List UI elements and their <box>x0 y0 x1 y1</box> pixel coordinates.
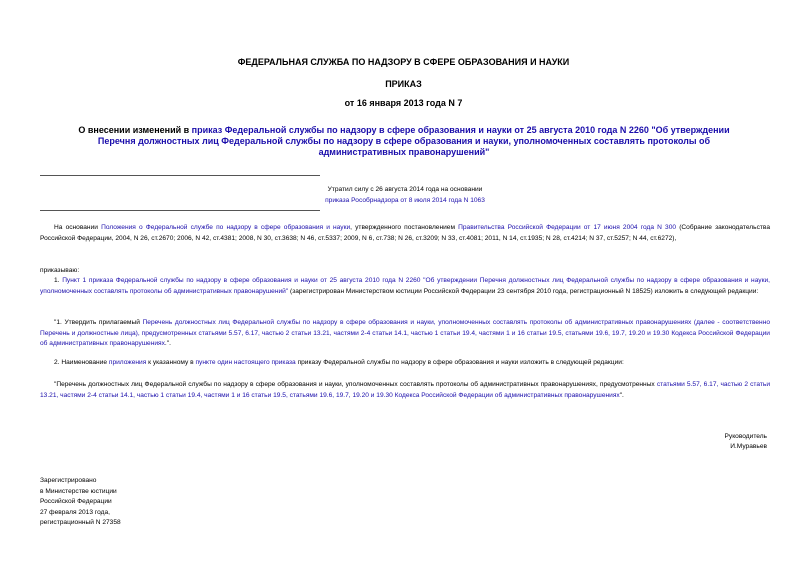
doc-type-heading: ПРИКАЗ <box>385 79 422 89</box>
p1-link-regulation[interactable]: Положения о Федеральной службе по надзору в сфере образования и науки <box>101 224 351 231</box>
paragraph-item-1 <box>40 276 770 297</box>
p5-text-c: приказу Федеральной службы по надзору в сфере образования и науки изложить в следующей редакции: <box>295 359 624 366</box>
p4-text-a: "1. Утвердить прилагаемый <box>54 319 143 326</box>
registration-line-1: Зарегистрировано <box>40 477 97 484</box>
divider-bottom <box>40 210 320 211</box>
p1-text-c: (Собрание законодательства Российской Федерации, 2004, N 26, ст.2670; 2006, N 42, ст.4381; 2008, N 30, ст.3638; N 46, ст.5337; 2009, N 6, ст.738; N 26, ст.3209; N 33, ст.4081; 2011, N 14, ст.1935; N 28, ст.4214; N 37, ст.5257; N 44, ст.6272), <box>40 224 771 242</box>
registration-line-2: в Министерстве юстиции <box>40 487 117 495</box>
paragraph-item-2 <box>40 358 770 369</box>
p1-link-resolution[interactable]: Правительства Российской Федерации от 17 июня 2004 года N 300 <box>458 224 677 231</box>
p6-link-articles[interactable]: статьями 5.57, 6.17, частью 2 статьи 13.21, частями 2-4 статьи 14.1, частью 1 статьи 19.4, частями 1 и 16 статьи 19.5, статьями 19.6, 19.7, 19.20 и 19.30 Кодекса Российской Федерации об административных правонарушениях <box>40 381 770 399</box>
p3-text-b: (зарегистрирован Министерством юстиции Российской Федерации 23 сентября 2010 года, регистрационный N 18525) изложить в следующей редакции: <box>288 287 759 295</box>
p5-link-appendix[interactable]: приложения <box>108 359 147 366</box>
p5-text-b: к указанному в <box>146 359 196 366</box>
doc-date-heading: от 16 января 2013 года N 7 <box>344 98 463 108</box>
paragraph-order: приказываю: <box>40 267 80 274</box>
status-note <box>270 184 540 206</box>
document-title <box>68 125 740 158</box>
p1-text-a: На основании <box>54 224 102 231</box>
status-note-link[interactable]: приказа Рособрнадзора от 8 июля 2014 года N 1063 <box>325 197 485 204</box>
p4-text-b: .". <box>164 340 171 347</box>
registration-block <box>40 476 121 529</box>
p4-link-list[interactable]: Перечень должностных лиц Федеральной службы по надзору в сфере образования и науки, уполномоченных составлять протоколы об административных правонарушениях (далее - соответственно Перечень и должностные лица), предусмотренных статьями 5.57, 6.17, частью 2 статьи 13.21, частями 2-4 статьи 14.1, частью 1 статьи 19.4, частями 1 и 16 статьи 19.5, статьями 19.6, 19.7, 19.20 и 19.30 Кодекса Российской Федерации об административных правонарушениях <box>40 319 770 347</box>
agency-heading: ФЕДЕРАЛЬНАЯ СЛУЖБА ПО НАДЗОРУ В СФЕРЕ ОБРАЗОВАНИЯ И НАУКИ <box>237 57 570 67</box>
p5-link-point-one[interactable]: пункте один настоящего приказа <box>195 359 296 366</box>
p5-text-a: 2. Наименование <box>54 359 109 366</box>
signer-name: И.Муравьев <box>730 443 767 450</box>
registration-line-4: 27 февраля 2013 года, <box>40 508 110 516</box>
paragraph-new-wording-1 <box>40 318 770 350</box>
signature-block <box>725 432 767 452</box>
p3-link-order[interactable]: Пункт 1 приказа Федеральной службы по надзору в сфере образования и науки от 25 августа 2010 года N 2260 "Об утверждении Перечня должностных лиц Федеральной службы по надзору в сфере образования и науки, уполномоченных составлять протоколы об административных правонарушений" <box>40 277 770 295</box>
title-link[interactable]: приказ Федеральной службы по надзору в сфере образования и науки от 25 августа 2010 года N 2260 "Об утверждении Перечня должностных лиц Федеральной службы по надзору в сфере образования и науки, уполномоченных составлять протоколы об административных правонарушений" <box>97 125 730 157</box>
p1-text-b: , утвержденного постановлением <box>350 224 459 231</box>
p6-text-b: ". <box>619 391 624 399</box>
signer-role: Руководитель <box>724 433 767 440</box>
divider-top <box>40 175 320 176</box>
paragraph-basis <box>40 223 770 244</box>
registration-line-3: Российской Федерации <box>40 498 112 505</box>
p6-text-a: "Перечень должностных лиц Федеральной службы по надзору в сфере образования и науки, уполномоченных составлять протоколы об административных правонарушениях, предусмотренных <box>54 381 657 388</box>
p3-text-a: 1. <box>54 277 63 284</box>
status-note-text: Утратил силу с 26 августа 2014 года на основании <box>327 186 483 193</box>
registration-line-5: регистрационный N 27358 <box>40 519 121 526</box>
paragraph-new-wording-2 <box>40 380 770 401</box>
title-prefix: О внесении изменений в <box>78 125 192 135</box>
